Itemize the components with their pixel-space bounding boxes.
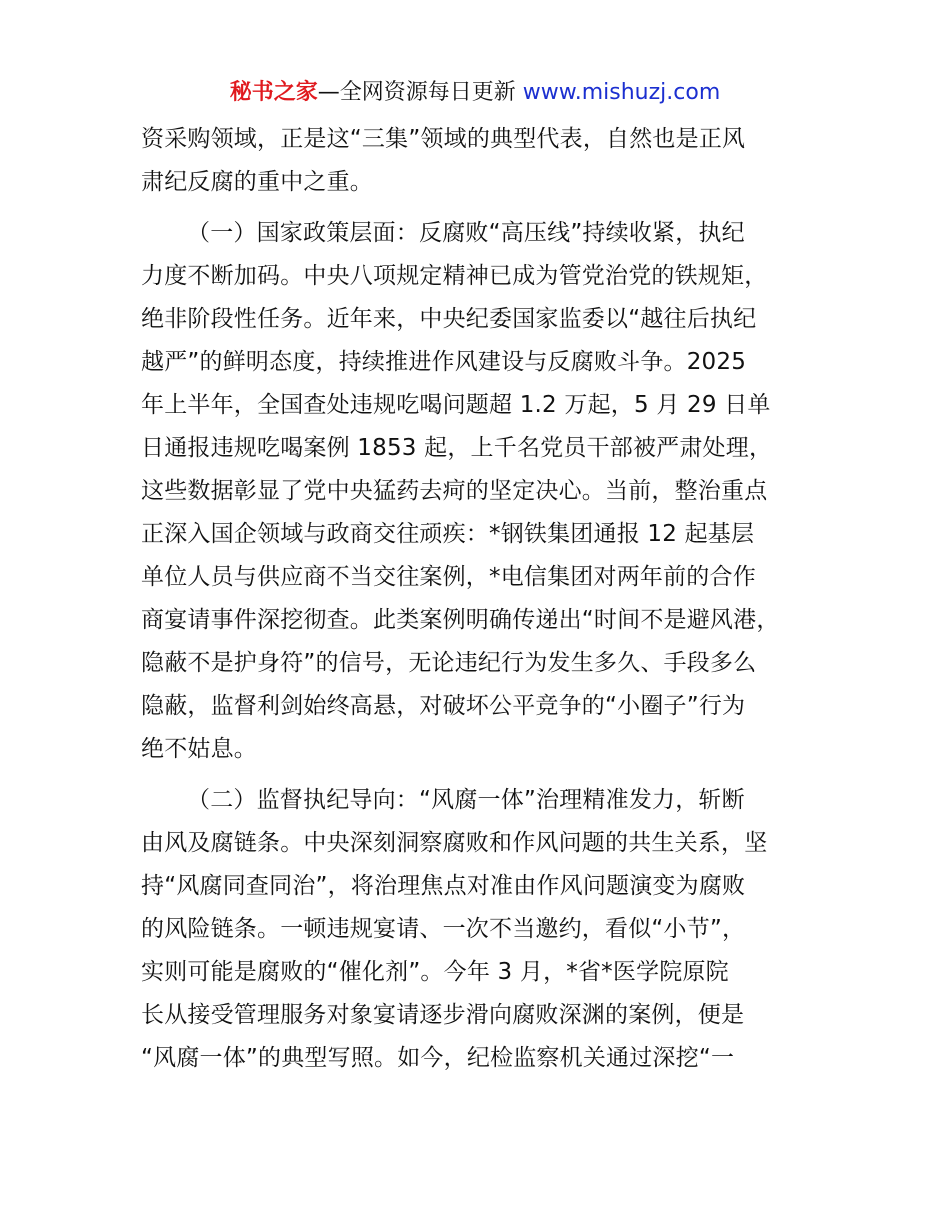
site-brand: 秘书之家 (229, 80, 318, 105)
text-line: 绝非阶段性任务。近年来，中央纪委国家监委以“越往后执纪 (141, 306, 757, 332)
text-line: 正深入国企领域与政商交往顽疾：*钢铁集团通报 12 起基层 (141, 521, 755, 547)
text-line: 日通报违规吃喝案例 1853 起，上千名党员干部被严肃处理， (141, 435, 773, 461)
text-line: 这些数据彰显了党中央猛药去疴的坚定决心。当前，整治重点 (141, 478, 768, 504)
paragraph-national-policy (141, 212, 831, 771)
text-line: 由风及腐链条。中央深刻洞察腐败和作风问题的共生关系，坚 (141, 830, 768, 856)
text-line: “风腐一体”的典型写照。如今，纪检监察机关通过深挖“一 (141, 1045, 735, 1071)
text-line: 越严”的鲜明态度，持续推进作风建设与反腐败斗争。2025 (141, 349, 747, 375)
text-line: 隐蔽不是护身符”的信号，无论违纪行为发生多久、手段多么 (141, 650, 757, 676)
site-url-link[interactable]: www.mishuzj.com (522, 80, 721, 105)
text-line: 资采购领域，正是这“三集”领域的典型代表，自然也是正风 (141, 126, 746, 152)
text-line: 隐蔽，监督利剑始终高悬，对破坏公平竞争的“小圈子”行为 (141, 693, 746, 719)
text-line: 肃纪反腐的重中之重。 (141, 169, 373, 195)
header-tagline: —全网资源每日更新 (317, 80, 516, 105)
text-line: 绝不姑息。 (141, 736, 257, 762)
text-line: （二）监督执纪导向：“风腐一体”治理精准发力，斩断 (187, 787, 745, 813)
text-line: 长从接受管理服务对象宴请逐步滑向腐败深渊的案例，便是 (141, 1002, 745, 1028)
paragraph-supervision-guidance (141, 779, 831, 1080)
text-line: 商宴请事件深挖彻查。此类案例明确传递出“时间不是避风港， (141, 607, 780, 633)
text-line: 力度不断加码。中央八项规定精神已成为管党治党的铁规矩， (141, 263, 768, 289)
text-line: 年上半年，全国查处违规吃喝问题超 1.2 万起，5 月 29 日单 (141, 392, 771, 418)
text-line: （一）国家政策层面：反腐败“高压线”持续收紧，执纪 (187, 220, 745, 246)
text-line: 实则可能是腐败的“催化剂”。今年 3 月，*省*医学院原院 (141, 959, 729, 985)
document-body (141, 118, 831, 1080)
text-line: 的风险链条。一顿违规宴请、一次不当邀约，看似“小节”， (141, 916, 746, 942)
text-line: 单位人员与供应商不当交往案例，*电信集团对两年前的合作 (141, 564, 756, 590)
paragraph-continuation (141, 118, 831, 204)
text-line: 持“风腐同查同治”，将治理焦点对准由作风问题演变为腐败 (141, 873, 746, 899)
site-header (0, 76, 950, 110)
